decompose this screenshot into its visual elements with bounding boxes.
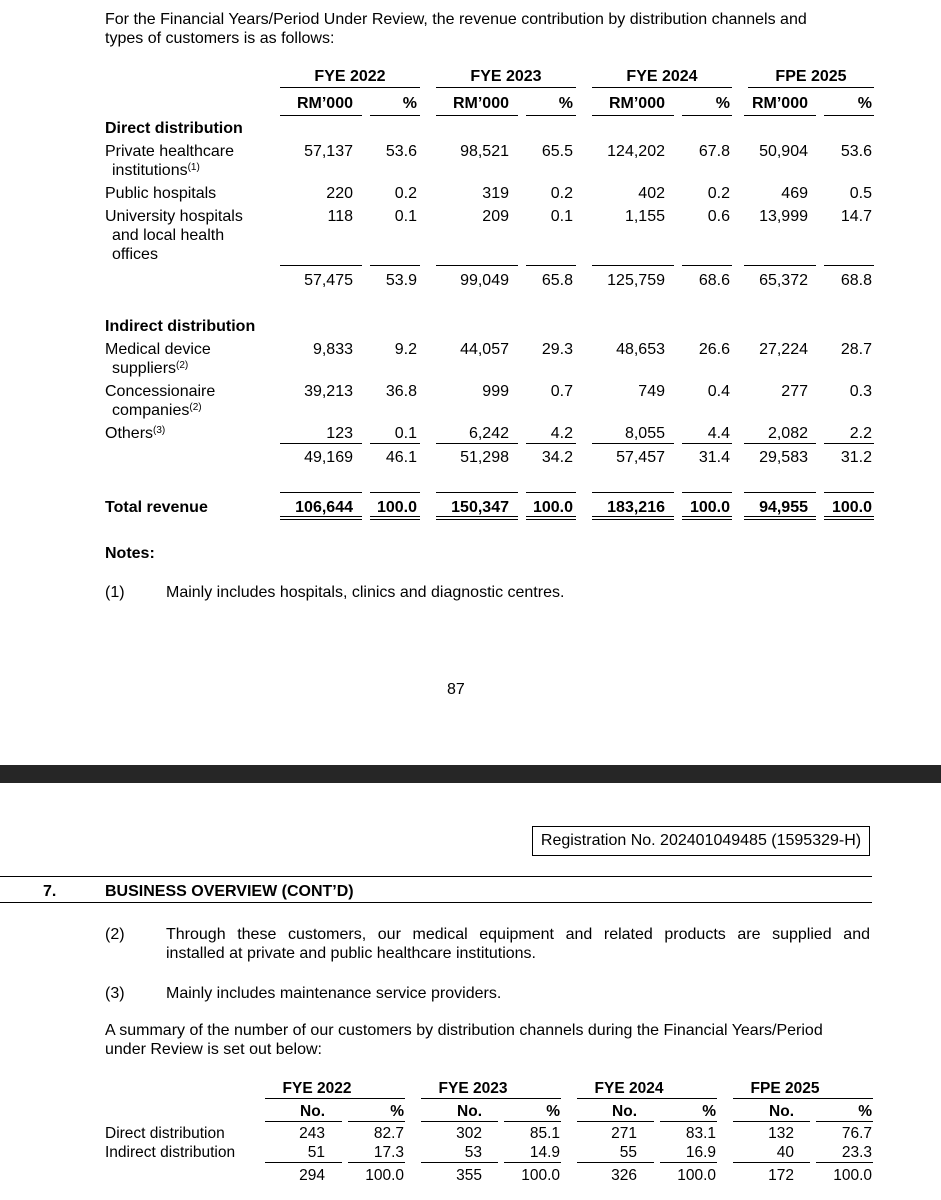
customer-period-rule (577, 1098, 717, 1099)
indirect-row-amount: 999 (482, 383, 509, 400)
direct-row-amount: 319 (482, 185, 509, 202)
indirect-row-pct: 0.7 (550, 383, 573, 400)
notes-heading: Notes: (105, 545, 155, 562)
indirect-subtotal-amount: 29,583 (759, 449, 808, 466)
indirect-row-label-line: Medical device (105, 341, 211, 358)
header-rule (682, 115, 732, 116)
customer-count-header: No. (457, 1103, 482, 1120)
header-rule (436, 115, 518, 116)
customer-row-pct: 82.7 (373, 1125, 404, 1142)
total-top-rule (592, 492, 674, 493)
direct-row-pct: 53.6 (840, 143, 872, 160)
direct-subtotal-rule (682, 265, 732, 266)
customer-total-rule (816, 1162, 873, 1163)
summary-intro-line-1: A summary of the number of our customers by distribution channels during the Financial Years/Period (105, 1022, 823, 1039)
total-double-rule (592, 516, 674, 520)
customer-period-rule (265, 1098, 405, 1099)
note-1-text: Mainly includes hospitals, clinics and diagnostic centres. (166, 584, 565, 601)
customer-period-header: FPE 2025 (750, 1080, 820, 1097)
direct-subtotal-rule (436, 265, 518, 266)
indirect-row-pct: 28.7 (840, 341, 872, 358)
customer-row-pct: 16.9 (685, 1144, 716, 1161)
footnote-marker: (2) (176, 360, 189, 371)
customer-total-rule (577, 1162, 654, 1163)
indirect-subtotal-rule (436, 443, 518, 444)
indirect-row-label-line: Others$^{(3)}$ (105, 425, 166, 442)
indirect-subtotal-amount: 57,457 (616, 449, 665, 466)
note-2-line-1: Through these customers, our medical equipment and related products are supplied and (166, 926, 870, 943)
total-top-rule (370, 492, 420, 493)
indirect-row-pct: 4.2 (550, 425, 573, 442)
indirect-subtotal-rule (280, 443, 362, 444)
total-double-rule (824, 516, 874, 520)
indirect-subtotal-amount: 49,169 (304, 449, 353, 466)
indirect-subtotal-rule (370, 443, 420, 444)
customer-row-count: 243 (299, 1125, 325, 1142)
header-rule (526, 115, 576, 116)
total-top-rule (682, 492, 732, 493)
period-header: FYE 2022 (314, 68, 386, 85)
footnote-marker: (3) (153, 425, 166, 436)
registration-box: Registration No. 202401049485 (1595329-H) (532, 826, 870, 856)
direct-row-amount: 402 (638, 185, 665, 202)
customer-period-header: FYE 2024 (594, 1080, 664, 1097)
header-rule (592, 115, 674, 116)
customer-count-header: No. (612, 1103, 637, 1120)
indirect-subtotal-pct: 34.2 (541, 449, 573, 466)
customer-pct-header: % (390, 1103, 404, 1120)
direct-row-amount: 1,155 (624, 208, 665, 225)
indirect-row-pct: 9.2 (394, 341, 417, 358)
direct-row-amount: 220 (326, 185, 353, 202)
direct-row-pct: 0.5 (849, 185, 872, 202)
direct-row-pct: 65.5 (541, 143, 573, 160)
direct-subtotal-rule (370, 265, 420, 266)
note-2-line-2: installed at private and public healthcare institutions. (166, 945, 536, 962)
total-revenue-pct: 100.0 (831, 499, 872, 516)
direct-row-label-line: Public hospitals (105, 185, 217, 202)
total-top-rule (824, 492, 874, 493)
period-header-rule (280, 87, 420, 88)
indirect-row-pct: 26.6 (698, 341, 730, 358)
direct-subtotal-amount: 65,372 (759, 272, 808, 289)
indirect-row-label-line: Concessionaire (105, 383, 216, 400)
direct-subtotal-rule (526, 265, 576, 266)
customer-total-rule (348, 1162, 405, 1163)
period-header-rule (436, 87, 576, 88)
customer-row-count: 40 (776, 1144, 794, 1161)
direct-row-label-line: offices (112, 246, 158, 263)
customer-period-rule (421, 1098, 561, 1099)
indirect-subtotal-rule (744, 443, 816, 444)
amount-header: RM’000 (608, 95, 665, 112)
direct-row-label-line: institutions$^{(1)}$ (112, 162, 200, 179)
header-rule (824, 115, 874, 116)
customer-header-rule (733, 1121, 810, 1122)
indirect-subtotal-pct: 46.1 (385, 449, 417, 466)
section-rule-top (0, 876, 872, 877)
note-3-text: Mainly includes maintenance service providers. (166, 985, 502, 1002)
indirect-subtotal-rule (824, 443, 874, 444)
customer-row-count: 302 (456, 1125, 482, 1142)
pct-header: % (558, 95, 573, 112)
customer-total-count: 294 (299, 1167, 325, 1184)
indirect-row-pct: 29.3 (541, 341, 573, 358)
direct-row-pct: 53.6 (385, 143, 417, 160)
direct-row-amount: 124,202 (607, 143, 665, 160)
period-header: FYE 2024 (626, 68, 698, 85)
direct-row-pct: 0.2 (707, 185, 730, 202)
period-header: FYE 2023 (470, 68, 542, 85)
indirect-row-amount: 2,082 (767, 425, 808, 442)
direct-subtotal-amount: 57,475 (304, 272, 353, 289)
header-rule (744, 115, 816, 116)
header-rule (370, 115, 420, 116)
footnote-marker: (2) (189, 402, 202, 413)
direct-subtotal-pct: 68.8 (840, 272, 872, 289)
customer-row-pct: 83.1 (685, 1125, 716, 1142)
direct-row-pct: 0.2 (550, 185, 573, 202)
indirect-row-label-line: companies$^{(2)}$ (112, 402, 202, 419)
customer-total-count: 326 (611, 1167, 637, 1184)
direct-row-amount: 13,999 (759, 208, 808, 225)
total-top-rule (526, 492, 576, 493)
customer-row-count: 51 (307, 1144, 325, 1161)
indirect-row-amount: 48,653 (616, 341, 665, 358)
customer-header-rule (816, 1121, 873, 1122)
customer-total-count: 172 (768, 1167, 794, 1184)
total-revenue-amount: 106,644 (295, 499, 353, 516)
pct-header: % (402, 95, 417, 112)
indirect-row-amount: 123 (326, 425, 353, 442)
total-revenue-label: Total revenue (105, 499, 208, 516)
customer-row-count: 55 (619, 1144, 637, 1161)
customer-total-rule (504, 1162, 561, 1163)
summary-intro-line-2: under Review is set out below: (105, 1041, 322, 1058)
indirect-subtotal-rule (592, 443, 674, 444)
direct-row-pct: 0.6 (707, 208, 730, 225)
customer-total-rule (660, 1162, 717, 1163)
customer-total-rule (265, 1162, 342, 1163)
indirect-row-pct: 36.8 (385, 383, 417, 400)
direct-row-label-line: and local health (112, 227, 225, 244)
customer-header-rule (577, 1121, 654, 1122)
direct-row-pct: 67.8 (698, 143, 730, 160)
customer-row-pct: 23.3 (841, 1144, 872, 1161)
customer-total-pct: 100.0 (365, 1167, 404, 1184)
total-revenue-amount: 150,347 (451, 499, 509, 516)
total-revenue-amount: 183,216 (607, 499, 665, 516)
customer-total-count: 355 (456, 1167, 482, 1184)
direct-subtotal-rule (824, 265, 874, 266)
direct-row-amount: 469 (781, 185, 808, 202)
direct-row-amount: 98,521 (460, 143, 509, 160)
total-revenue-amount: 94,955 (759, 499, 808, 516)
total-revenue-pct: 100.0 (376, 499, 417, 516)
indirect-row-amount: 39,213 (304, 383, 353, 400)
customer-total-rule (733, 1162, 810, 1163)
total-double-rule (682, 516, 732, 520)
total-top-rule (436, 492, 518, 493)
direct-subtotal-pct: 53.9 (385, 272, 417, 289)
customer-row-count: 132 (768, 1125, 794, 1142)
indirect-row-pct: 0.3 (849, 383, 872, 400)
customer-header-rule (265, 1121, 342, 1122)
footnote-marker: (1) (187, 162, 200, 173)
customer-pct-header: % (546, 1103, 560, 1120)
indirect-row-amount: 8,055 (624, 425, 665, 442)
indirect-subtotal-rule (526, 443, 576, 444)
direct-row-label-line: University hospitals (105, 208, 243, 225)
page-number: 87 (447, 681, 465, 698)
customer-period-header: FYE 2023 (438, 1080, 508, 1097)
indirect-row-amount: 27,224 (759, 341, 808, 358)
indirect-row-amount: 44,057 (460, 341, 509, 358)
direct-heading: Direct distribution (105, 120, 243, 137)
customer-row-count: 53 (464, 1144, 482, 1161)
indirect-row-amount: 277 (781, 383, 808, 400)
indirect-row-amount: 9,833 (312, 341, 353, 358)
indirect-row-pct: 0.4 (707, 383, 730, 400)
total-double-rule (370, 516, 420, 520)
section-rule-bottom (0, 902, 872, 903)
period-header-rule (592, 87, 732, 88)
direct-row-label-line: Private healthcare (105, 143, 234, 160)
customer-header-rule (348, 1121, 405, 1122)
customer-total-pct: 100.0 (833, 1167, 872, 1184)
customer-row-pct: 14.9 (529, 1144, 560, 1161)
customer-pct-header: % (858, 1103, 872, 1120)
period-header: FPE 2025 (775, 68, 847, 85)
customer-row-count: 271 (611, 1125, 637, 1142)
indirect-subtotal-pct: 31.4 (698, 449, 730, 466)
amount-header: RM’000 (751, 95, 808, 112)
direct-row-amount: 57,137 (304, 143, 353, 160)
period-header-rule (748, 87, 874, 88)
indirect-row-amount: 6,242 (468, 425, 509, 442)
indirect-subtotal-rule (682, 443, 732, 444)
intro-line-2: types of customers is as follows: (105, 30, 335, 47)
direct-row-pct: 0.2 (394, 185, 417, 202)
customer-row-pct: 76.7 (841, 1125, 872, 1142)
direct-subtotal-rule (744, 265, 816, 266)
total-top-rule (744, 492, 816, 493)
indirect-row-pct: 2.2 (849, 425, 872, 442)
note-3-marker: (3) (105, 985, 125, 1002)
intro-line-1: For the Financial Years/Period Under Review, the revenue contribution by distribution channels and (105, 11, 807, 28)
indirect-subtotal-pct: 31.2 (840, 449, 872, 466)
customer-count-header: No. (769, 1103, 794, 1120)
header-rule (280, 115, 362, 116)
direct-row-amount: 50,904 (759, 143, 808, 160)
customer-total-pct: 100.0 (677, 1167, 716, 1184)
customer-row-label: Direct distribution (105, 1125, 225, 1142)
section-title: BUSINESS OVERVIEW (CONT’D) (105, 883, 354, 900)
note-2-marker: (2) (105, 926, 125, 943)
direct-subtotal-amount: 125,759 (607, 272, 665, 289)
indirect-subtotal-amount: 51,298 (460, 449, 509, 466)
customer-row-label: Indirect distribution (105, 1144, 236, 1161)
indirect-heading: Indirect distribution (105, 318, 256, 335)
direct-subtotal-pct: 65.8 (541, 272, 573, 289)
total-double-rule (526, 516, 576, 520)
direct-row-amount: 209 (482, 208, 509, 225)
section-number: 7. (43, 883, 57, 900)
customer-total-rule (421, 1162, 498, 1163)
total-double-rule (744, 516, 816, 520)
direct-subtotal-rule (280, 265, 362, 266)
customer-header-rule (660, 1121, 717, 1122)
customer-total-pct: 100.0 (521, 1167, 560, 1184)
direct-row-amount: 118 (327, 208, 353, 225)
indirect-row-pct: 0.1 (394, 425, 417, 442)
customer-header-rule (504, 1121, 561, 1122)
customer-header-rule (421, 1121, 498, 1122)
page-break-bar (0, 765, 941, 783)
direct-row-pct: 0.1 (394, 208, 417, 225)
indirect-row-pct: 4.4 (707, 425, 730, 442)
pct-header: % (715, 95, 730, 112)
total-top-rule (280, 492, 362, 493)
indirect-row-label-line: suppliers$^{(2)}$ (112, 360, 189, 377)
customer-pct-header: % (702, 1103, 716, 1120)
total-revenue-pct: 100.0 (532, 499, 573, 516)
note-1-marker: (1) (105, 584, 125, 601)
amount-header: RM’000 (296, 95, 353, 112)
direct-row-pct: 0.1 (550, 208, 573, 225)
customer-period-rule (733, 1098, 873, 1099)
total-double-rule (280, 516, 362, 520)
customer-row-pct: 85.1 (529, 1125, 560, 1142)
customer-period-header: FYE 2022 (282, 1080, 352, 1097)
direct-subtotal-amount: 99,049 (460, 272, 509, 289)
indirect-row-amount: 749 (638, 383, 665, 400)
direct-row-pct: 14.7 (840, 208, 872, 225)
amount-header: RM’000 (452, 95, 509, 112)
customer-count-header: No. (300, 1103, 325, 1120)
total-double-rule (436, 516, 518, 520)
customer-row-pct: 17.3 (373, 1144, 404, 1161)
direct-subtotal-rule (592, 265, 674, 266)
pct-header: % (857, 95, 872, 112)
direct-subtotal-pct: 68.6 (698, 272, 730, 289)
total-revenue-pct: 100.0 (689, 499, 730, 516)
